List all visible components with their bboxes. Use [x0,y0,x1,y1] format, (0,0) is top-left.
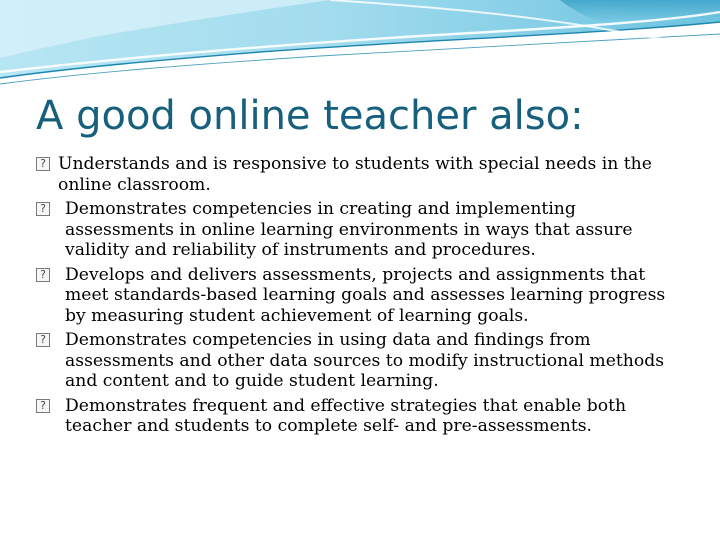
bullet-item [36,265,686,327]
missing-glyph-bullet-icon: ? [36,157,50,171]
bullet-item [36,396,686,437]
bullet-item [36,154,686,195]
header-wave-decoration [0,0,720,90]
missing-glyph-bullet-icon: ? [36,399,50,413]
bullet-text: Demonstrates frequent and effective strategies that enable both teacher and students to complete self- and pre-assessments. [65,395,627,436]
missing-glyph-bullet-icon: ? [36,202,50,216]
bullet-item [36,199,686,261]
bullet-text: Develops and delivers assessments, projects and assignments that meet standards-based learning goals and assesses learning progress by measuring student achievement of learning goals. [65,264,666,326]
missing-glyph-bullet-icon: ? [36,268,50,282]
missing-glyph-bullet-icon: ? [36,333,50,347]
bullet-text: Demonstrates competencies in using data and findings from assessments and other data sources to modify instructional methods and content and to guide student learning. [65,330,665,391]
slide-title: A good online teacher also: [36,93,584,139]
bullet-list [36,154,686,441]
bullet-text: Understands and is responsive to students with special needs in the online classroom. [58,154,652,195]
bullet-text: Demonstrates competencies in creating and implementing assessments in online learning environments in ways that assure validity and reliability of instruments and procedures. [65,199,633,260]
bullet-item [36,330,686,392]
